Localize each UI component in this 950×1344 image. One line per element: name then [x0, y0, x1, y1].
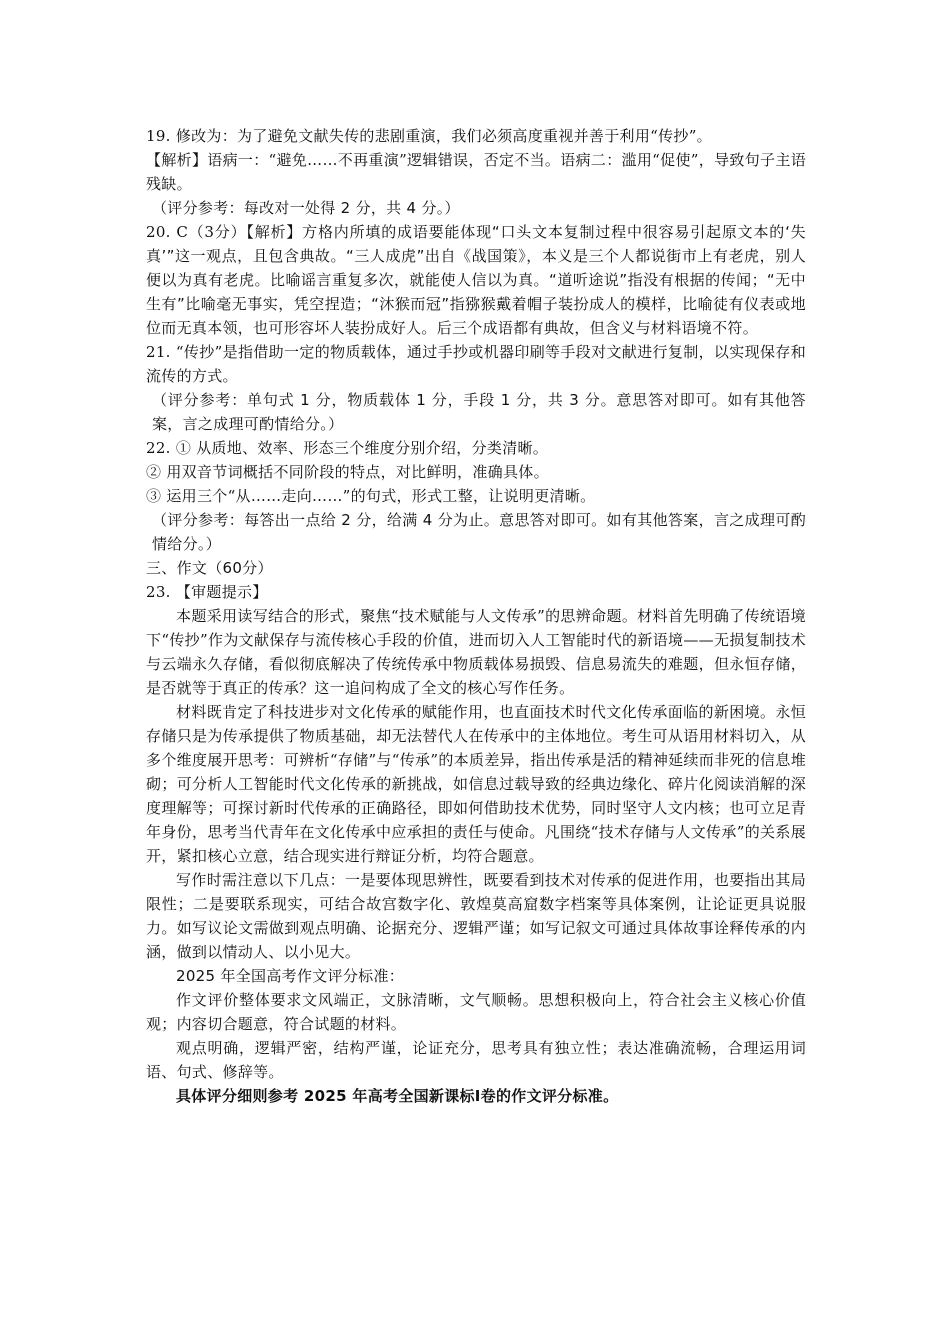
- q23-paragraph-1: 本题采用读写结合的形式，聚焦“技术赋能与人文传承”的思辨命题。材料首先明确了传统语境下“传抄”作为文献保存与流传核心手段的价值，进而切入人工智能时代的新语境——无损复制技术与云端永久存储，看似彻底解决了传统传承中物质载体易损毁、信息易流失的难题，但永恒存储，是否就等于真正的传承？这一追问构成了全文的核心写作任务。: [146, 607, 806, 697]
- q22-point-1: 22. ① 从质地、效率、形态三个维度分别介绍，分类清晰。: [146, 439, 549, 457]
- q23-label: 23. 【审题提示】: [146, 583, 268, 601]
- q22-point-2: ② 用双音节词概括不同阶段的特点，对比鲜明，准确具体。: [146, 463, 549, 481]
- q20-analysis: 【解析】方格内所填的成语要能体现“口头文本复制过程中很容易引起原文本的‘失真’”这一观点，且包含典故。“三人成虎”出自《战国策》，本义是三个人都说街市上有老虎，别人便以为真有老虎。比喻谣言重复多次，就能使人信以为真。“道听途说”指没有根据的传闻；“无中生有”比喻毫无事实，凭空捏造；“沐猴而冠”指猕猴戴着帽子装扮成人的模样，比喻徒有仪表或地位而无真本领，也可形容坏人装扮成好人。后三个成语都有典故，但含义与材料语境不符。: [146, 223, 806, 337]
- q20-answer: 20. C（3分）: [146, 223, 247, 241]
- q19-analysis: 【解析】语病一：“避免……不再重演”逻辑错误，否定不当。语病二：滥用“促使”，导致句子主语残缺。: [146, 151, 806, 193]
- q22-score-note: （评分参考：每答出一点给 2 分，给满 4 分为止。意思答对即可。如有其他答案，言之成理可酌情给分。）: [152, 511, 806, 553]
- q23-paragraph-2: 材料既肯定了科技进步对文化传承的赋能作用，也直面技术时代文化传承面临的新困境。永恒存储只是为传承提供了物质基础，却无法替代人在传承中的主体地位。考生可从语用材料切入，从多个维度展开思考：可辨析“存储”与“传承”的本质差异，指出传承是活的精神延续而非死的信息堆砌；可分析人工智能时代文化传承的新挑战，如信息过载导致的经典边缘化、碎片化阅读消解的深度理解等；可探讨新时代传承的正确路径，即如何借助技术优势，同时坚守人文内核；也可立足青年身份，思考当代青年在文化传承中应承担的责任与使命。凡围绕“技术存储与人文传承”的关系展开，紧扣核心立意，结合现实进行辩证分析，均符合题意。: [146, 703, 806, 865]
- q23-paragraph-3: 写作时需注意以下几点：一是要体现思辨性，既要看到技术对传承的促进作用，也要指出其局限性；二是要联系现实，可结合故宫数字化、敦煌莫高窟数字档案等具体案例，让论证更具说服力。如写议论文需做到观点明确、论据充分、逻辑严谨；如写记叙文可通过具体故事诠释传承的内涵，做到以情动人、以小见大。: [146, 871, 806, 961]
- scoring-standard-1: 作文评价整体要求文风端正，文脉清晰，文气顺畅。思想积极向上，符合社会主义核心价值观；内容切合题意，符合试题的材料。: [146, 991, 806, 1033]
- answer-document: [146, 124, 806, 1108]
- final-note: 具体评分细则参考 2025 年高考全国新课标Ⅰ卷的作文评分标准。: [176, 1087, 619, 1105]
- scoring-standard-title: 2025 年全国高考作文评分标准：: [176, 967, 405, 985]
- q22-point-3: ③ 运用三个“从……走向……”的句式，形式工整，让说明更清晰。: [146, 487, 596, 505]
- q21-answer: 21. “传抄”是指借助一定的物质载体，通过手抄或机器印刷等手段对文献进行复制，以实现保存和流传的方式。: [146, 343, 806, 385]
- q21-score-note: （评分参考：单句式 1 分，物质载体 1 分，手段 1 分，共 3 分。意思答对即可。如有其他答案，言之成理可酌情给分。）: [152, 391, 806, 433]
- section-title: 三、作文（60分）: [146, 559, 273, 577]
- q19-answer: 19. 修改为：为了避免文献失传的悲剧重演，我们必须高度重视并善于利用“传抄”。: [146, 127, 712, 145]
- q20-block: [146, 220, 806, 340]
- scoring-standard-2: 观点明确，逻辑严密，结构严谨，论证充分，思考具有独立性；表达准确流畅，合理运用词语、句式、修辞等。: [146, 1039, 806, 1081]
- q19-score-note: （评分参考：每改对一处得 2 分，共 4 分。）: [152, 199, 460, 217]
